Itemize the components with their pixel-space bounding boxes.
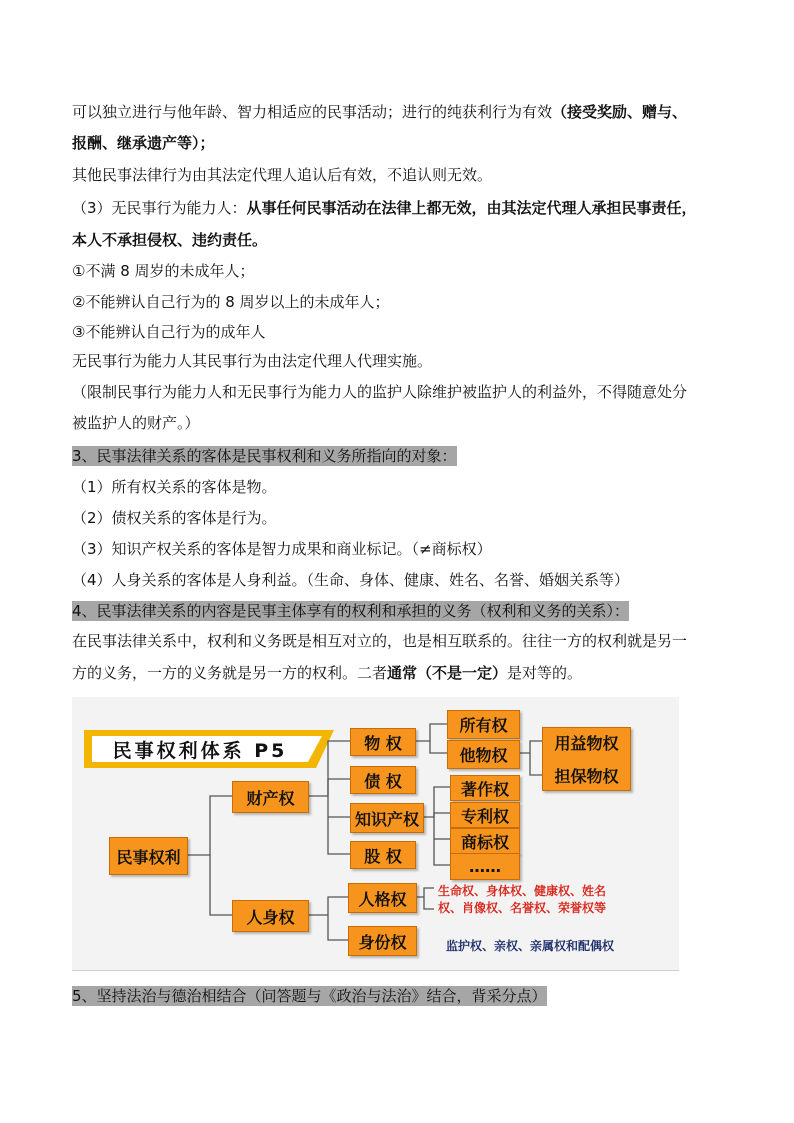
text-segment: 可以独立进行与他年龄、智力相适应的民事活动；进行的纯获利行为有效 xyxy=(72,103,553,121)
personality-rights-detail-2: 权、肖像权、名誉权、荣誉权等 xyxy=(438,901,607,915)
node-creditor-rights: 债 权 xyxy=(350,766,416,794)
connector xyxy=(434,813,450,817)
node-personal-rights: 人身权 xyxy=(232,900,309,932)
rights-system-diagram xyxy=(72,697,679,971)
connector xyxy=(424,897,434,909)
bold-segment: 通常（不是一定） xyxy=(387,664,508,682)
connector xyxy=(328,915,348,940)
section-heading: 5、坚持法治与德治相结合（问答题与《政治与法治》结合，背采分点） xyxy=(72,987,547,1005)
text-line: （3）知识产权关系的客体是智力成果和商业标记。（≠商标权） xyxy=(72,540,492,558)
bold-segment: 从事任何民事活动在法律上都无效，由其法定代理人承担民事责任， xyxy=(246,199,697,217)
node-civil-rights: 民事权利 xyxy=(109,837,188,875)
connector xyxy=(186,796,232,855)
node-etc: …… xyxy=(450,853,520,880)
text-line: （4）人身关系的客体是人身利益。（生命、身体、健康、姓名、名誉、婚姻关系等） xyxy=(72,571,630,589)
connector xyxy=(518,741,542,753)
connector xyxy=(415,888,434,897)
node-ownership: 所有权 xyxy=(447,710,520,739)
connector xyxy=(414,724,447,741)
bold-segment: （接受奖励、赠与、 xyxy=(552,103,688,121)
connector xyxy=(430,741,447,753)
section-heading: 3、民事法律关系的客体是民事权利和义务所指向的对象： xyxy=(72,447,457,465)
node-equity: 股 权 xyxy=(350,841,416,869)
identity-rights-detail: 监护权、亲权、亲属权和配偶权 xyxy=(446,939,615,953)
node-other-real-rights: 他物权 xyxy=(447,740,520,769)
connector xyxy=(210,855,232,915)
connector xyxy=(434,817,450,865)
text-line: 被监护人的财产。） xyxy=(72,414,200,432)
node-personality-rights: 人格权 xyxy=(348,883,417,913)
text-line xyxy=(72,198,697,218)
text-line: （1）所有权关系的客体是物。 xyxy=(72,478,277,496)
diagram-title: 民事权利体系 P5 xyxy=(112,739,288,762)
text-line: ②不能辨认自己行为的 8 周岁以上的未成年人； xyxy=(72,293,390,311)
text-line xyxy=(72,663,582,683)
personality-rights-detail-1: 生命权、身体权、健康权、姓名 xyxy=(438,884,607,898)
text-line: 本人不承担侵权、违约责任。 xyxy=(72,231,268,249)
text-segment: 方的义务，一方的义务就是另一方的权利。二者 xyxy=(72,664,388,682)
text-line xyxy=(72,102,687,122)
label-usufruct: 用益物权 xyxy=(554,734,619,753)
node-copyright: 著作权 xyxy=(450,775,520,801)
section-heading: 4、民事法律关系的内容是民事主体享有的权利和承担的义务（权利和义务的关系）： xyxy=(72,602,630,620)
connector xyxy=(307,897,348,915)
node-patent: 专利权 xyxy=(450,802,520,828)
text-segment: （3）无民事行为能力人： xyxy=(72,199,247,217)
text-line: 其他民事法律行为由其法定代理人追认后有效，不追认则无效。 xyxy=(72,166,493,184)
text-line: （限制民事行为能力人和无民事行为能力人的监护人除维护被监护人的利益外，不得随意处分 xyxy=(72,383,688,401)
text-line: ③不能辨认自己行为的成年人 xyxy=(72,323,266,341)
label-security: 担保物权 xyxy=(554,767,619,786)
text-line: 无民事行为能力人其民事行为由法定代理人代理实施。 xyxy=(72,352,433,370)
node-identity-rights: 身份权 xyxy=(348,926,417,956)
text-line: 报酬、继承遗产等）； xyxy=(72,134,215,152)
node-ip-rights: 知识产权 xyxy=(350,803,424,833)
text-line: （2）债权关系的客体是行为。 xyxy=(72,509,277,527)
text-line: 在民事法律关系中，权利和义务既是相互对立的，也是相互联系的。往往一方的权利就是另一 xyxy=(72,632,688,650)
node-property-rights: 财产权 xyxy=(232,781,309,813)
node-usufruct-security xyxy=(542,727,631,791)
text-line: ①不满 8 周岁的未成年人； xyxy=(72,262,255,280)
connector xyxy=(530,753,542,775)
node-trademark: 商标权 xyxy=(450,828,520,854)
text-segment: 是对等的。 xyxy=(507,664,583,682)
node-real-rights: 物 权 xyxy=(350,728,416,756)
